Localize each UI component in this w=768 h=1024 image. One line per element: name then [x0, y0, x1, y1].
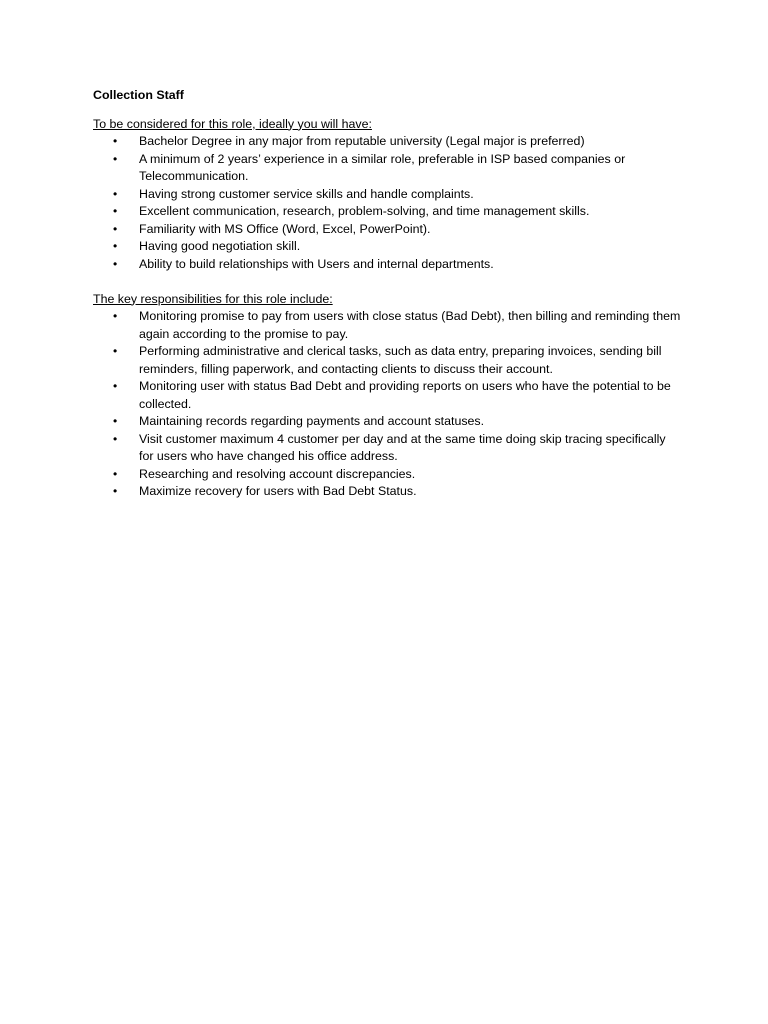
bullet-icon: •	[113, 309, 118, 323]
bullet-icon: •	[113, 221, 118, 236]
list-item	[93, 466, 683, 484]
qualifications-heading: To be considered for this role, ideally you will have:	[93, 116, 372, 131]
responsibilities-heading: The key responsibilities for this role include:	[93, 291, 333, 306]
list-item	[93, 151, 683, 186]
bullet-icon: •	[113, 239, 118, 253]
list-item	[93, 308, 683, 343]
list-item-text: Having good negotiation skill.	[139, 239, 301, 253]
bullet-icon: •	[113, 151, 118, 166]
responsibilities-section	[93, 291, 683, 501]
list-item	[93, 186, 683, 204]
qualifications-list	[93, 133, 683, 273]
list-item	[93, 203, 683, 221]
bullet-icon: •	[113, 256, 118, 271]
list-item	[93, 133, 683, 151]
responsibilities-list	[93, 308, 683, 501]
bullet-icon: •	[113, 379, 118, 393]
bullet-icon: •	[113, 466, 118, 481]
list-item-text: Maximize recovery for users with Bad Debt Status.	[139, 484, 417, 498]
list-item	[93, 221, 683, 239]
list-item	[93, 483, 683, 501]
bullet-icon: •	[113, 204, 118, 218]
list-item-text: Performing administrative and clerical tasks, such as data entry, preparing invoices, sending bill reminders, filling paperwork, and contacting clients to discuss their account.	[139, 344, 662, 376]
list-item-text: Monitoring user with status Bad Debt and providing reports on users who have the potential to be collected.	[139, 379, 671, 411]
bullet-icon: •	[113, 186, 118, 201]
list-item	[93, 238, 683, 256]
list-item	[93, 378, 683, 413]
section-spacer	[93, 273, 683, 291]
qualifications-section	[93, 116, 683, 274]
list-item-text: Visit customer maximum 4 customer per day and at the same time doing skip tracing specifically for users who have changed his office address.	[139, 431, 666, 463]
list-item-text: Researching and resolving account discrepancies.	[139, 466, 416, 481]
list-item	[93, 256, 683, 274]
bullet-icon: •	[113, 414, 118, 428]
document-title: Collection Staff	[93, 88, 184, 102]
bullet-icon: •	[113, 134, 118, 148]
list-item-text: Ability to build relationships with Users and internal departments.	[139, 256, 494, 271]
document-content	[93, 87, 683, 501]
bullet-icon: •	[113, 431, 118, 446]
list-item-text: Monitoring promise to pay from users with close status (Bad Debt), then billing and reminding them again according to the promise to pay.	[139, 309, 681, 341]
list-item-text: Bachelor Degree in any major from reputable university (Legal major is preferred)	[139, 134, 585, 148]
list-item-text: A minimum of 2 years’ experience in a similar role, preferable in ISP based companies or Telecommunication.	[139, 151, 626, 183]
list-item	[93, 431, 683, 466]
list-item-text: Excellent communication, research, problem-solving, and time management skills.	[139, 204, 590, 218]
list-item-text: Having strong customer service skills and handle complaints.	[139, 186, 474, 201]
bullet-icon: •	[113, 484, 118, 498]
list-item	[93, 413, 683, 431]
list-item-text: Familiarity with MS Office (Word, Excel, PowerPoint).	[139, 221, 431, 236]
list-item	[93, 343, 683, 378]
list-item-text: Maintaining records regarding payments and account statuses.	[139, 414, 485, 428]
bullet-icon: •	[113, 344, 118, 358]
